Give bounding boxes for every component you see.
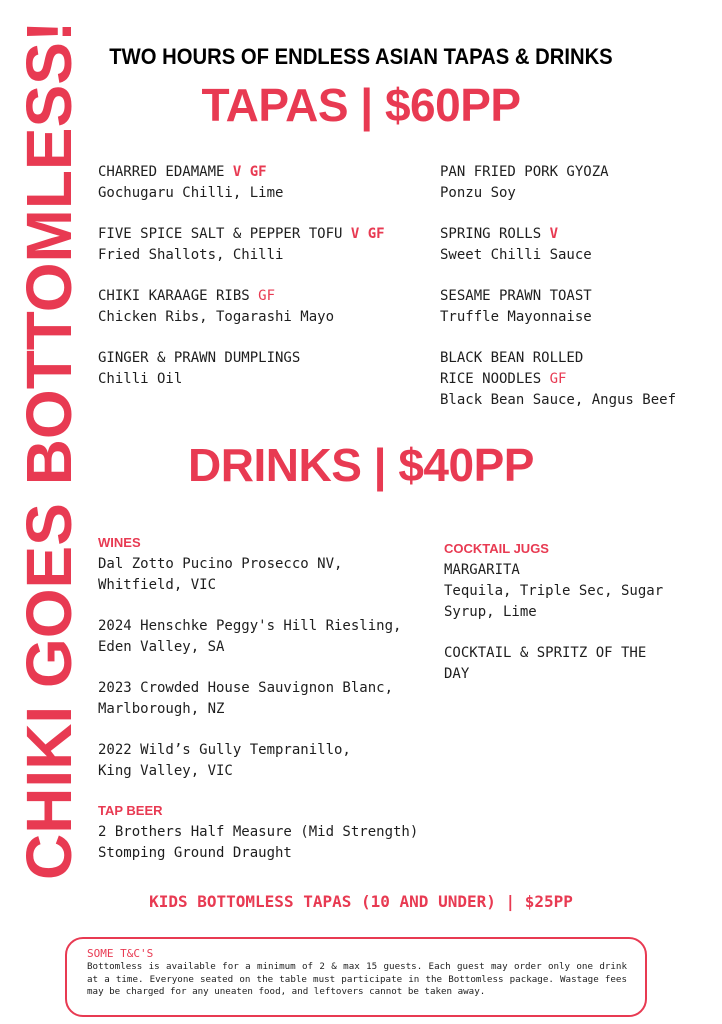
tapas-item-title: SPRING ROLLS xyxy=(440,226,542,242)
wines-list xyxy=(98,554,438,782)
tap-beer-list: 2 Brothers Half Measure (Mid Strength) Stomping Ground Draught xyxy=(98,824,419,861)
tapas-left-column xyxy=(98,162,428,410)
tapas-item-title: PAN FRIED PORK GYOZA xyxy=(440,164,609,180)
tapas-item-name xyxy=(98,224,428,245)
terms-box xyxy=(65,937,647,1017)
tapas-item-title: CHIKI KARAAGE RIBS xyxy=(98,288,250,304)
tapas-item-title: GINGER & PRAWN DUMPLINGS xyxy=(98,350,301,366)
tapas-item-title: SESAME PRAWN TOAST xyxy=(440,288,592,304)
dietary-tag: GF xyxy=(549,371,567,387)
tapas-right-column xyxy=(440,162,720,431)
dietary-tag: GF xyxy=(258,288,276,304)
tapas-item-title: FIVE SPICE SALT & PEPPER TOFU xyxy=(98,226,343,242)
dietary-tag: GF xyxy=(367,226,385,242)
kids-tapas-offer: KIDS BOTTOMLESS TAPAS (10 AND UNDER) | $25PP xyxy=(149,892,573,911)
tap-beer-heading: TAP BEER xyxy=(98,803,163,818)
tapas-item xyxy=(440,348,720,411)
tapas-item-name xyxy=(440,348,720,390)
tapas-item-description: Ponzu Soy xyxy=(440,185,516,201)
tapas-item xyxy=(440,162,720,204)
dietary-tag: GF xyxy=(249,164,267,180)
tapas-item-description: Black Bean Sauce, Angus Beef xyxy=(440,392,677,408)
tapas-item-name xyxy=(440,224,720,245)
tapas-item-name xyxy=(98,348,428,369)
tapas-item-name xyxy=(440,162,720,183)
cocktail-name: MARGARITA xyxy=(444,562,520,578)
terms-body: Bottomless is available for a minimum of 2 & max 15 guests. Each guest may order only one drink at a time. Everyone seated on the table must participate in the Bottomless package. Wastage fees may be charged for any uneaten food, and leftovers cannot be taken away. xyxy=(87,961,627,997)
cocktail-list xyxy=(444,560,714,685)
terms-heading: SOME T&C'S xyxy=(87,947,154,960)
menu-headline: TWO HOURS OF ENDLESS ASIAN TAPAS & DRINKS xyxy=(109,44,613,69)
tapas-item-name xyxy=(98,162,428,183)
wine-item: Dal Zotto Pucino Prosecco NV, Whitfield, VIC xyxy=(98,556,343,593)
cocktail-item xyxy=(444,560,714,623)
wine-item: 2022 Wild’s Gully Tempranillo, King Valley, VIC xyxy=(98,742,351,779)
wine-item: 2023 Crowded House Sauvignon Blanc, Marlborough, NZ xyxy=(98,680,394,717)
tapas-item xyxy=(98,348,428,390)
cocktail-jugs-heading: COCKTAIL JUGS xyxy=(444,541,549,556)
tapas-item-description: Fried Shallots, Chilli xyxy=(98,247,284,263)
cocktail-jugs-section xyxy=(444,538,714,705)
wines-heading: WINES xyxy=(98,535,141,550)
drinks-title: DRINKS | $40PP xyxy=(188,439,534,491)
tap-beer-section xyxy=(98,800,458,864)
wines-section xyxy=(98,532,438,802)
tapas-item-name xyxy=(98,286,428,307)
tapas-item-title: BLACK BEAN ROLLED RICE NOODLES xyxy=(440,350,584,387)
cocktail-description: Tequila, Triple Sec, Sugar Syrup, Lime xyxy=(444,583,664,620)
tapas-item-name xyxy=(440,286,720,307)
tapas-title: TAPAS | $60PP xyxy=(201,79,521,131)
dietary-tag: V xyxy=(350,226,360,242)
cocktail-name: COCKTAIL & SPRITZ OF THE DAY xyxy=(444,645,647,682)
wine-item: 2024 Henschke Peggy's Hill Riesling, Eden Valley, SA xyxy=(98,618,402,655)
tapas-item-description: Gochugaru Chilli, Lime xyxy=(98,185,284,201)
tapas-item xyxy=(98,162,428,204)
dietary-tag: V xyxy=(232,164,242,180)
dietary-tag: V xyxy=(549,226,559,242)
tapas-item-description: Chilli Oil xyxy=(98,371,183,387)
tapas-item-description: Truffle Mayonnaise xyxy=(440,309,592,325)
tapas-item xyxy=(98,224,428,266)
tapas-item xyxy=(440,224,720,266)
tapas-item xyxy=(98,286,428,328)
tapas-item-title: CHARRED EDAMAME xyxy=(98,164,225,180)
cocktail-item xyxy=(444,643,714,685)
tapas-item-description: Sweet Chilli Sauce xyxy=(440,247,592,263)
vertical-brand-title: CHIKI GOES BOTTOMLESS! xyxy=(13,20,85,880)
tapas-item xyxy=(440,286,720,328)
tapas-item-description: Chicken Ribs, Togarashi Mayo xyxy=(98,309,335,325)
